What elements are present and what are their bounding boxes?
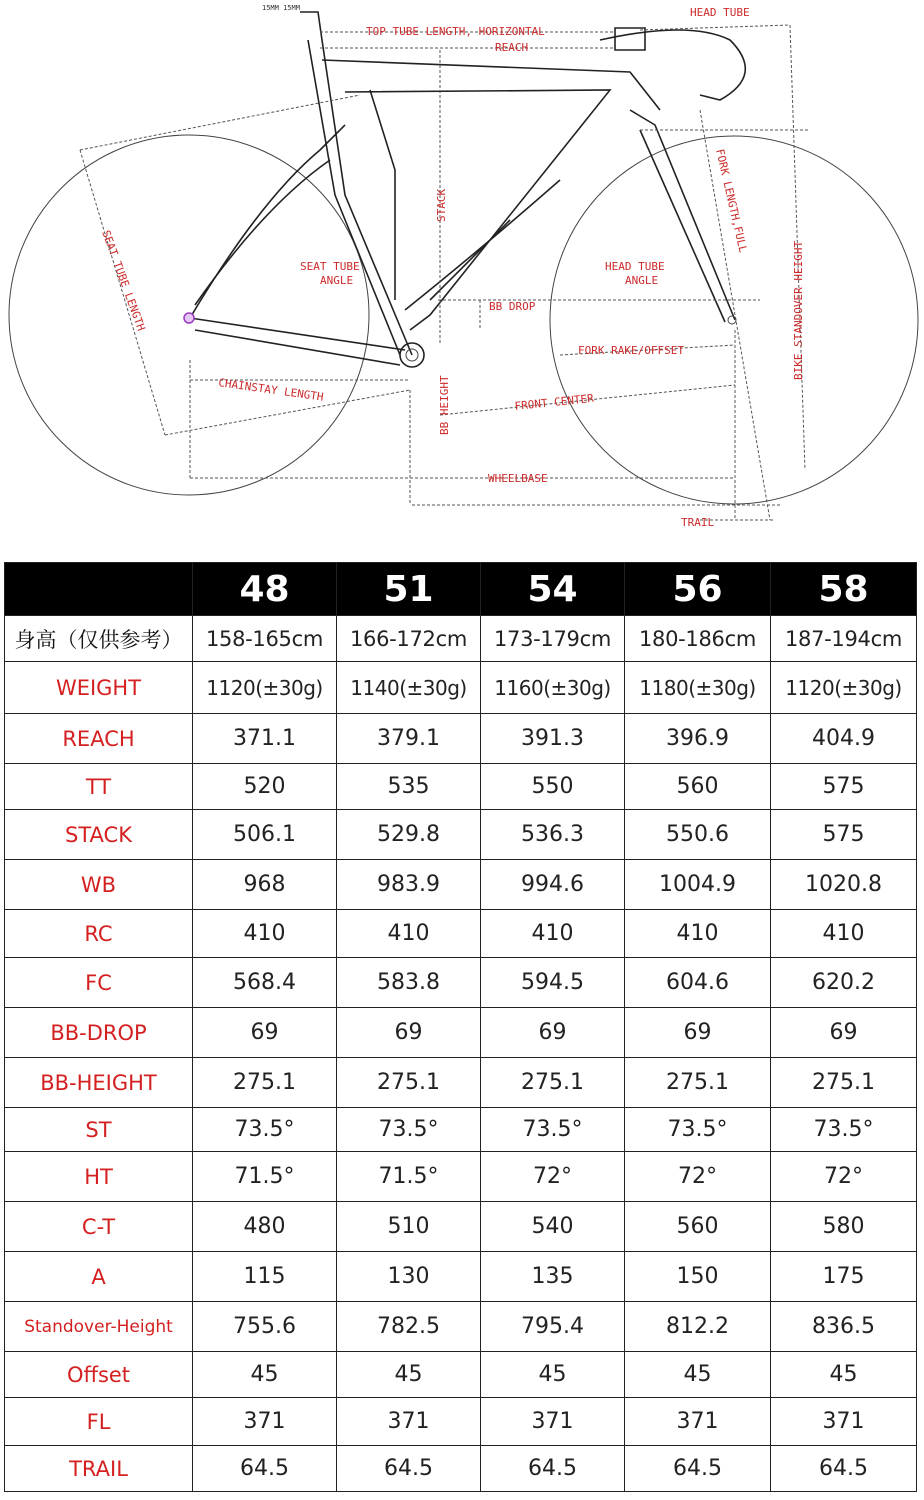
- table-cell: 379.1: [337, 714, 481, 764]
- table-cell: 69: [193, 1008, 337, 1058]
- table-row: [5, 1446, 917, 1492]
- fork-rake-label: FORK RAKE/OFFSET: [578, 344, 684, 357]
- table-cell: 594.5: [481, 958, 625, 1008]
- table-row: [5, 958, 917, 1008]
- table-row: [5, 616, 917, 662]
- wheelbase-label: WHEELBASE: [488, 472, 548, 485]
- table-cell: 480: [193, 1202, 337, 1252]
- table-cell: 604.6: [625, 958, 771, 1008]
- size-header: 54: [481, 563, 625, 616]
- table-cell: 410: [481, 910, 625, 958]
- table-cell: 275.1: [481, 1058, 625, 1108]
- table-cell: 45: [193, 1352, 337, 1398]
- row-label: TRAIL: [5, 1446, 193, 1492]
- table-cell: 550: [481, 764, 625, 810]
- table-cell: 64.5: [337, 1446, 481, 1492]
- table-cell: 755.6: [193, 1302, 337, 1352]
- table-cell: 1160(±30g): [481, 662, 625, 714]
- table-cell: 1004.9: [625, 860, 771, 910]
- fork-length-label: FORK LENGTH,FULL: [713, 147, 750, 254]
- table-cell: 782.5: [337, 1302, 481, 1352]
- table-cell: 187-194cm: [771, 616, 917, 662]
- table-cell: 575: [771, 810, 917, 860]
- table-cell: 410: [625, 910, 771, 958]
- size-header: 58: [771, 563, 917, 616]
- table-cell: 166-172cm: [337, 616, 481, 662]
- trail-label: TRAIL: [681, 516, 715, 529]
- table-cell: 64.5: [193, 1446, 337, 1492]
- table-cell: 983.9: [337, 860, 481, 910]
- table-cell: 506.1: [193, 810, 337, 860]
- row-label: FC: [5, 958, 193, 1008]
- table-cell: 540: [481, 1202, 625, 1252]
- table-cell: 130: [337, 1252, 481, 1302]
- table-cell: 275.1: [771, 1058, 917, 1108]
- table-cell: 275.1: [625, 1058, 771, 1108]
- table-cell: 115: [193, 1252, 337, 1302]
- table-row: [5, 1058, 917, 1108]
- table-cell: 620.2: [771, 958, 917, 1008]
- seatpost-offset-label: 15MM 15MM: [262, 4, 300, 12]
- row-label: HT: [5, 1152, 193, 1202]
- table-cell: 410: [193, 910, 337, 958]
- head-tube-angle-label: HEAD TUBE: [605, 260, 665, 273]
- geometry-table: [4, 562, 917, 1492]
- table-cell: 45: [771, 1352, 917, 1398]
- table-cell: 371.1: [193, 714, 337, 764]
- table-cell: 371: [337, 1398, 481, 1446]
- row-label: 身高（仅供参考）: [5, 616, 193, 662]
- table-row: [5, 714, 917, 764]
- row-label: REACH: [5, 714, 193, 764]
- table-cell: 404.9: [771, 714, 917, 764]
- table-row: [5, 1202, 917, 1252]
- table-cell: 583.8: [337, 958, 481, 1008]
- dimension-lines: [80, 25, 810, 520]
- table-cell: 72°: [481, 1152, 625, 1202]
- table-cell: 968: [193, 860, 337, 910]
- table-cell: 1180(±30g): [625, 662, 771, 714]
- row-label: A: [5, 1252, 193, 1302]
- table-cell: 45: [625, 1352, 771, 1398]
- table-row: [5, 1008, 917, 1058]
- table-cell: 69: [337, 1008, 481, 1058]
- table-cell: 580: [771, 1202, 917, 1252]
- size-header: 51: [337, 563, 481, 616]
- reach-label: REACH: [495, 41, 529, 54]
- bb-drop-label: BB DROP: [489, 300, 536, 313]
- row-label: C-T: [5, 1202, 193, 1252]
- row-label: STACK: [5, 810, 193, 860]
- table-cell: 535: [337, 764, 481, 810]
- table-cell: 568.4: [193, 958, 337, 1008]
- table-cell: 575: [771, 764, 917, 810]
- head-tube-angle-label-2: ANGLE: [625, 274, 659, 287]
- table-cell: 64.5: [771, 1446, 917, 1492]
- table-cell: 72°: [625, 1152, 771, 1202]
- table-cell: 72°: [771, 1152, 917, 1202]
- size-header: 48: [193, 563, 337, 616]
- table-cell: 73.5°: [481, 1108, 625, 1152]
- table-row: [5, 1302, 917, 1352]
- table-cell: 71.5°: [193, 1152, 337, 1202]
- table-cell: 45: [337, 1352, 481, 1398]
- table-cell: 560: [625, 1202, 771, 1252]
- table-cell: 836.5: [771, 1302, 917, 1352]
- standover-height-label: BIKE STANDOVER HEIGHT: [792, 240, 805, 380]
- table-cell: 69: [625, 1008, 771, 1058]
- bike-geometry-diagram: [0, 0, 924, 540]
- stack-label: STACK: [435, 188, 448, 222]
- table-cell: 529.8: [337, 810, 481, 860]
- table-cell: 520: [193, 764, 337, 810]
- table-row: [5, 764, 917, 810]
- table-row: [5, 810, 917, 860]
- table-cell: 410: [771, 910, 917, 958]
- table-cell: 371: [625, 1398, 771, 1446]
- table-row: [5, 1152, 917, 1202]
- table-cell: 73.5°: [771, 1108, 917, 1152]
- table-row: [5, 1252, 917, 1302]
- table-cell: 150: [625, 1252, 771, 1302]
- table-cell: 45: [481, 1352, 625, 1398]
- table-cell: 275.1: [193, 1058, 337, 1108]
- table-cell: 275.1: [337, 1058, 481, 1108]
- table-cell: 371: [481, 1398, 625, 1446]
- table-cell: 795.4: [481, 1302, 625, 1352]
- seat-tube-angle-label-2: ANGLE: [320, 274, 354, 287]
- row-label: ST: [5, 1108, 193, 1152]
- row-label: TT: [5, 764, 193, 810]
- head-tube-label: HEAD TUBE: [690, 6, 750, 19]
- table-cell: 396.9: [625, 714, 771, 764]
- chainstay-length-label: CHAINSTAY LENGTH: [217, 376, 325, 404]
- table-cell: 371: [771, 1398, 917, 1446]
- bike-frame: [184, 12, 745, 367]
- table-row: [5, 1352, 917, 1398]
- table-cell: 173-179cm: [481, 616, 625, 662]
- row-label: RC: [5, 910, 193, 958]
- table-cell: 510: [337, 1202, 481, 1252]
- table-cell: 180-186cm: [625, 616, 771, 662]
- table-row: [5, 860, 917, 910]
- table-row: [5, 910, 917, 958]
- row-label: Offset: [5, 1352, 193, 1398]
- table-cell: 135: [481, 1252, 625, 1302]
- table-cell: 64.5: [625, 1446, 771, 1492]
- table-cell: 391.3: [481, 714, 625, 764]
- table-cell: 536.3: [481, 810, 625, 860]
- seat-tube-length-label: SEAT TUBE LENGTH: [99, 228, 148, 333]
- bb-height-label: BB HEIGHT: [438, 375, 451, 435]
- table-cell: 550.6: [625, 810, 771, 860]
- table-cell: 1140(±30g): [337, 662, 481, 714]
- table-cell: 371: [193, 1398, 337, 1446]
- table-cell: 158-165cm: [193, 616, 337, 662]
- seat-tube-angle-label: SEAT TUBE: [300, 260, 360, 273]
- table-cell: 73.5°: [193, 1108, 337, 1152]
- table-cell: 560: [625, 764, 771, 810]
- header-corner: [5, 563, 193, 616]
- row-label: BB-HEIGHT: [5, 1058, 193, 1108]
- table-cell: 1120(±30g): [771, 662, 917, 714]
- table-cell: 812.2: [625, 1302, 771, 1352]
- table-row: [5, 1108, 917, 1152]
- table-row: [5, 1398, 917, 1446]
- table-cell: 64.5: [481, 1446, 625, 1492]
- top-tube-length-label: TOP TUBE LENGTH, HORIZONTAL: [366, 25, 545, 38]
- size-header: 56: [625, 563, 771, 616]
- table-cell: 1020.8: [771, 860, 917, 910]
- table-row: [5, 662, 917, 714]
- row-label: BB-DROP: [5, 1008, 193, 1058]
- row-label: FL: [5, 1398, 193, 1446]
- rear-axle: [184, 313, 194, 323]
- table-cell: 73.5°: [337, 1108, 481, 1152]
- row-label: WEIGHT: [5, 662, 193, 714]
- table-cell: 71.5°: [337, 1152, 481, 1202]
- size-header-row: [5, 563, 917, 616]
- table-cell: 175: [771, 1252, 917, 1302]
- table-cell: 69: [481, 1008, 625, 1058]
- row-label: Standover-Height: [5, 1302, 193, 1352]
- table-cell: 410: [337, 910, 481, 958]
- front-center-label: FRONT CENTER: [513, 391, 595, 413]
- row-label: WB: [5, 860, 193, 910]
- table-cell: 994.6: [481, 860, 625, 910]
- table-cell: 73.5°: [625, 1108, 771, 1152]
- table-cell: 69: [771, 1008, 917, 1058]
- table-cell: 1120(±30g): [193, 662, 337, 714]
